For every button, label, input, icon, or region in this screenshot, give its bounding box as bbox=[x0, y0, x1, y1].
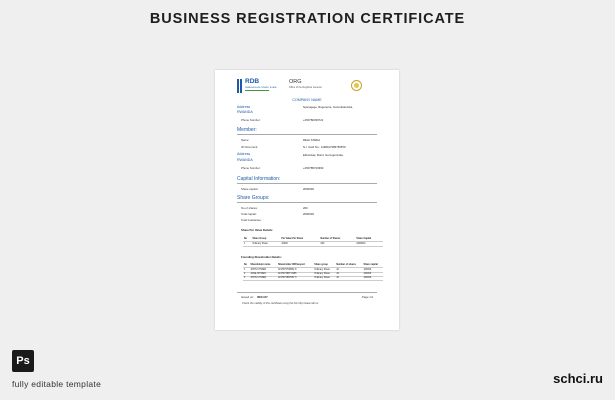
col-header: Per Value Per Share bbox=[280, 238, 319, 242]
member-address-country: RWANDA bbox=[237, 158, 253, 162]
editable-template-label: fully editable template bbox=[12, 379, 102, 389]
col-header: Number of shares bbox=[335, 264, 362, 268]
page-title: BUSINESS REGISTRATION CERTIFICATE bbox=[149, 11, 466, 27]
issued-label: Issued on: bbox=[241, 295, 254, 299]
table-cell: 10 bbox=[335, 276, 362, 280]
col-header: Shareholder ID/Passport bbox=[277, 264, 313, 268]
capital-heading: Capital Information: bbox=[237, 176, 281, 182]
phone-value: +250780336721 bbox=[303, 118, 324, 122]
address-value: Nyarugege, Rugenerre, Gurumbanzuka, bbox=[303, 105, 353, 109]
issued-value: 06/11/17 bbox=[257, 295, 268, 299]
table-cell: 10 bbox=[335, 272, 362, 276]
member-phone-label: Phone Number: bbox=[241, 166, 261, 170]
table-cell: 1 bbox=[243, 268, 249, 272]
member-address-label: Address bbox=[237, 152, 251, 156]
photoshop-icon: Ps bbox=[12, 350, 34, 372]
share-value-table bbox=[243, 238, 383, 247]
table-cell: 10 bbox=[335, 268, 362, 272]
page-number: Page 1/1 bbox=[362, 295, 374, 299]
table-cell: 1197673687687 3 bbox=[277, 276, 313, 280]
id-document-value: N.I. Card No.: 1198017386756879 bbox=[303, 145, 346, 149]
id-document-label: ID Document: bbox=[241, 145, 259, 149]
divider bbox=[237, 134, 377, 135]
member-name-value: REGI STEDA bbox=[303, 138, 320, 142]
total-capital-label: Total capital: bbox=[241, 212, 257, 216]
table-cell: 2000000 bbox=[355, 242, 383, 246]
member-address-value: Ethanduw, Rurul, Gurmgenzuka, bbox=[303, 153, 344, 157]
table-cell: Ordinary Share bbox=[313, 276, 335, 280]
member-name-label: Name: bbox=[241, 138, 250, 142]
divider bbox=[237, 292, 377, 293]
col-header: Share capital bbox=[362, 264, 383, 268]
table-cell: 1 bbox=[243, 242, 251, 246]
site-watermark: schci.ru bbox=[553, 371, 603, 386]
address-country: RWANDA bbox=[237, 110, 253, 114]
share-details-heading: Share Per Value Details: bbox=[241, 228, 274, 232]
table-cell: 100000 bbox=[362, 276, 383, 280]
logo-bars-icon bbox=[237, 79, 244, 93]
certificate-document bbox=[215, 70, 399, 330]
col-header: Share Group bbox=[251, 238, 280, 242]
col-header: No bbox=[243, 238, 251, 242]
coat-of-arms-icon bbox=[351, 80, 362, 91]
table-cell: 100000 bbox=[362, 268, 383, 272]
total-shares-label: No.of shares: bbox=[241, 206, 258, 210]
col-header: No bbox=[243, 264, 249, 268]
logo-underline bbox=[245, 90, 269, 91]
share-capital-label: Share capital: bbox=[241, 187, 259, 191]
table-cell: 2 bbox=[243, 272, 249, 276]
share-groups-heading: Share Groups: bbox=[237, 195, 270, 201]
table-cell: Ordinary Share bbox=[313, 272, 335, 276]
rdb-logo bbox=[237, 78, 277, 93]
table-cell: JANE CITIZEN bbox=[249, 272, 277, 276]
table-cell: 1197673987 8465 bbox=[277, 272, 313, 276]
col-header: Number of Shares bbox=[319, 238, 355, 242]
shareholder-table bbox=[243, 264, 383, 281]
office-title: ORG bbox=[289, 79, 302, 85]
shareholder-heading: Founding Shareholder Details: bbox=[241, 255, 282, 259]
col-header: Shareholder name bbox=[249, 264, 277, 268]
divider bbox=[237, 202, 377, 203]
share-capital-value: 2000000 bbox=[303, 187, 314, 191]
table-cell: 1197675748561 8 bbox=[277, 268, 313, 272]
member-heading: Member: bbox=[237, 127, 257, 133]
company-name: COMPANY NAME bbox=[292, 98, 322, 102]
divider bbox=[237, 183, 377, 184]
validity-note: Check the validity of this certificate using the link http://www.rdb.rw bbox=[242, 302, 319, 305]
table-row bbox=[243, 242, 383, 246]
address-label: Address bbox=[237, 105, 251, 109]
col-header: Share Capital bbox=[355, 238, 383, 242]
col-header: Share group bbox=[313, 264, 335, 268]
table-cell: 10000 bbox=[280, 242, 319, 246]
phone-label: Phone Number: bbox=[241, 118, 261, 122]
table-row bbox=[243, 276, 383, 280]
total-shares-value: 200 bbox=[303, 206, 308, 210]
table-cell: Ordinary Share bbox=[313, 268, 335, 272]
table-cell: JOHN CITIZEN bbox=[249, 276, 277, 280]
logo-text: RDB bbox=[245, 78, 260, 85]
office-subtitle: Office of the Registrar General bbox=[289, 86, 322, 89]
table-cell: 3 bbox=[243, 276, 249, 280]
table-cell: 200 bbox=[319, 242, 355, 246]
total-capital-value: 2000000 bbox=[303, 212, 314, 216]
member-phone-value: +250785743390 bbox=[303, 166, 324, 170]
table-cell: 100000 bbox=[362, 272, 383, 276]
table-cell: Ordinary Share bbox=[251, 242, 280, 246]
table-cell: JOHN CITIZEN bbox=[249, 268, 277, 272]
logo-subtext: RWANDA DEVELOPMENT BOARD bbox=[245, 87, 277, 89]
total-guarantee-label: Total Guarantee: bbox=[241, 218, 262, 222]
